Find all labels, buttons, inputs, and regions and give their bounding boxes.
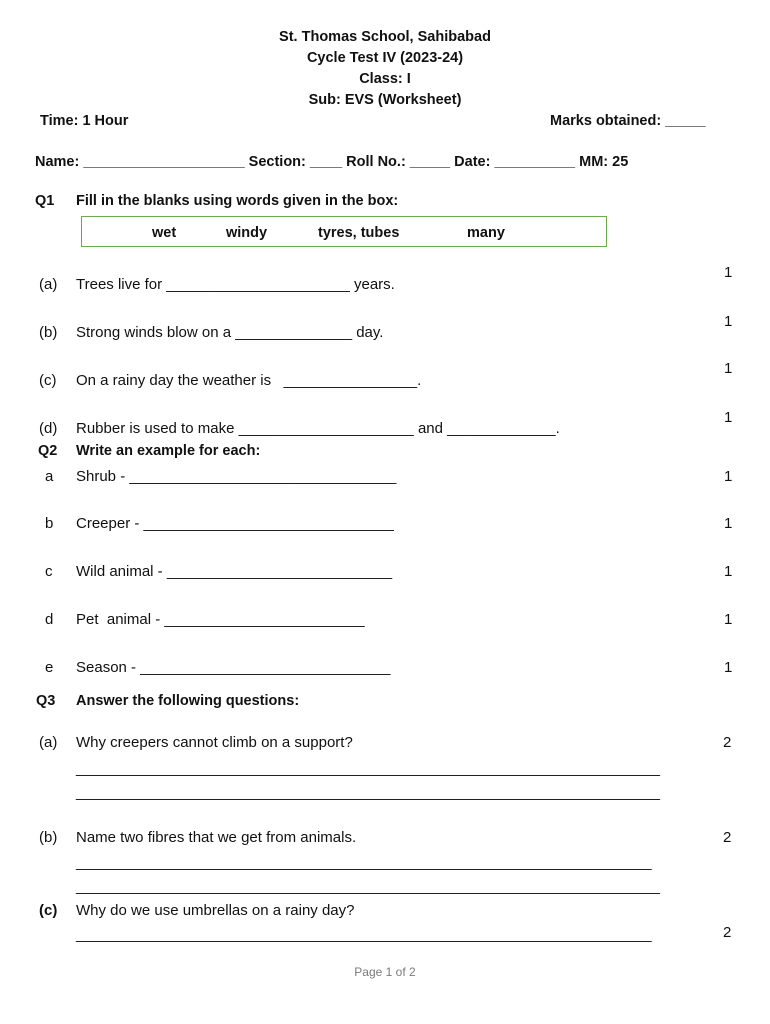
word-box-word: windy [226, 225, 268, 241]
word-box-word: many [467, 225, 505, 241]
answer-line: _____________________________________________________________________ [76, 854, 652, 871]
answer-line: _____________________________________________________________________ [76, 926, 652, 943]
word-box-word: wet [152, 225, 177, 241]
q2-number: Q2 [38, 443, 58, 459]
q1b-label: (b) [39, 324, 58, 341]
answer-line: ______________________________________________________________________ [76, 878, 660, 895]
q3-number: Q3 [36, 693, 56, 709]
q1-number: Q1 [35, 193, 55, 209]
q3b-label: (b) [39, 829, 58, 846]
q3a-text: Why creepers cannot climb on a support? [76, 734, 353, 751]
q1a-label: (a) [39, 276, 58, 293]
q3b-text: Name two fibres that we get from animals. [76, 829, 357, 846]
q1d-text: Rubber is used to make _____________________ and _____________. [76, 420, 560, 437]
school-name: St. Thomas School, Sahibabad [279, 29, 491, 45]
word-box-word: tyres, tubes [318, 225, 400, 241]
q2d-text: Pet animal - ________________________ [76, 611, 365, 628]
q2b-text: Creeper - ______________________________ [76, 515, 394, 532]
q3c-label: (c) [39, 902, 58, 919]
q2a-label: a [45, 468, 54, 485]
test-title: Cycle Test IV (2023-24) [306, 50, 464, 66]
q1a-text: Trees live for ______________________ years. [76, 276, 395, 293]
q1b-marks: 1 [724, 313, 733, 330]
q3a-marks: 2 [723, 734, 732, 751]
q2b-label: b [45, 515, 54, 532]
page-number: Page 1 of 2 [354, 965, 416, 979]
q1a-marks: 1 [724, 264, 733, 281]
marks-obtained: Marks obtained: _____ [550, 113, 706, 129]
q2b-marks: 1 [724, 515, 733, 532]
q2d-label: d [45, 611, 54, 628]
q1b-text: Strong winds blow on a ______________ day. [76, 324, 384, 341]
q3c-text: Why do we use umbrellas on a rainy day? [76, 902, 355, 919]
q2d-marks: 1 [724, 611, 733, 628]
q2c-text: Wild animal - ___________________________ [76, 563, 393, 580]
q2a-marks: 1 [724, 468, 733, 485]
q2e-text: Season - ______________________________ [76, 659, 391, 676]
time-label: Time: 1 Hour [40, 113, 129, 129]
q2a-text: Shrub - ________________________________ [76, 468, 397, 485]
q2c-marks: 1 [724, 563, 733, 580]
q2c-label: c [45, 563, 53, 580]
q3-title: Answer the following questions: [76, 693, 300, 709]
q2-title: Write an example for each: [76, 443, 261, 459]
q2e-marks: 1 [724, 659, 733, 676]
q2e-label: e [45, 659, 54, 676]
q3b-marks: 2 [723, 829, 732, 846]
subject-label: Sub: EVS (Worksheet) [308, 92, 462, 108]
class-label: Class: I [359, 71, 411, 87]
q3a-label: (a) [39, 734, 58, 751]
q1c-marks: 1 [724, 360, 733, 377]
q1c-text: On a rainy day the weather is ________________. [76, 372, 422, 389]
answer-line: ______________________________________________________________________ [76, 760, 660, 777]
q1c-label: (c) [39, 372, 57, 389]
q1d-marks: 1 [724, 409, 733, 426]
q1-title: Fill in the blanks using words given in the box: [76, 193, 399, 209]
student-details-line: Name: ____________________ Section: ____ Roll No.: _____ Date: __________ MM: 25 [35, 154, 629, 170]
q3c-marks: 2 [723, 924, 732, 941]
answer-line: ______________________________________________________________________ [76, 784, 660, 801]
q1d-label: (d) [39, 420, 58, 437]
